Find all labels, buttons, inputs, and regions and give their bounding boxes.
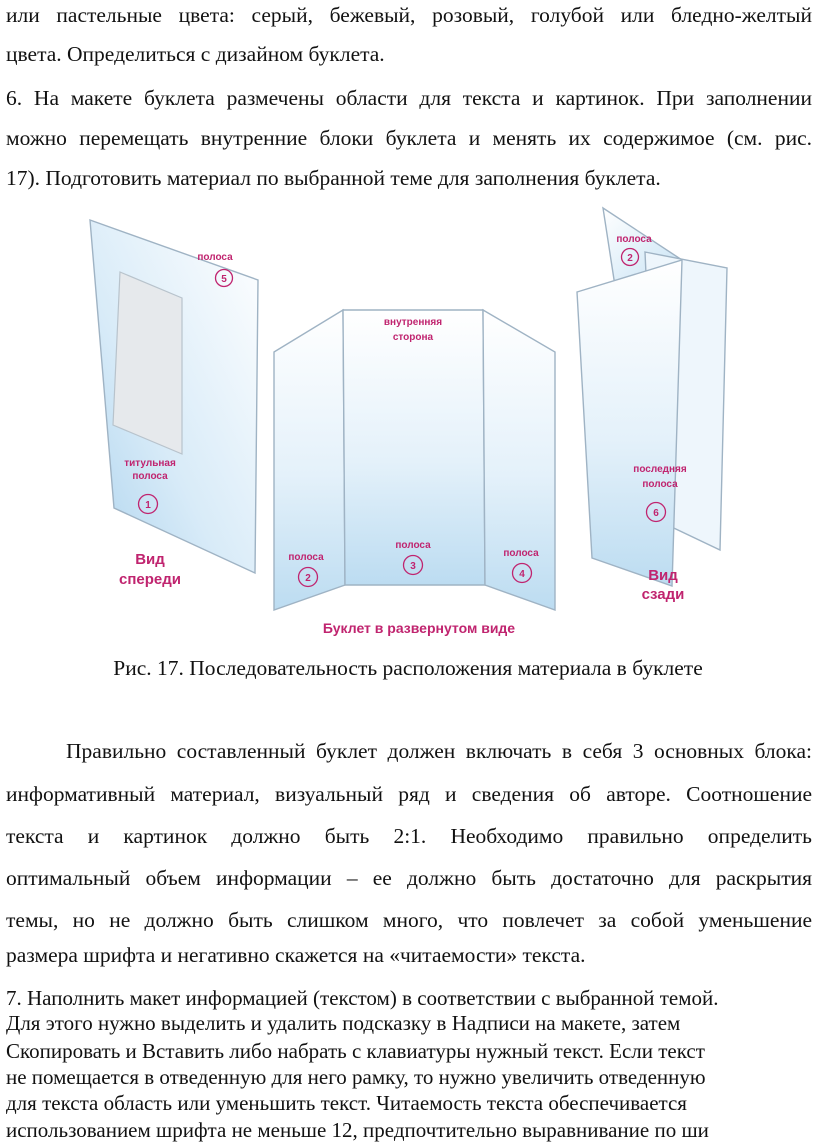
text-line: информативный материал, визуальный ряд и сведения об авторе. Соотношение xyxy=(6,782,812,806)
last-strip-label: последняя xyxy=(633,464,687,475)
last-strip-number: 6 xyxy=(653,508,659,519)
back-strip-2-number: 2 xyxy=(627,253,633,264)
back-view-booklet xyxy=(577,208,727,603)
text-line: 7. Наполнить макет информацией (текстом) в соответствии с выбранной темой. xyxy=(6,986,719,1010)
text-line: Правильно составленный буклет должен включать в себя 3 основных блока: xyxy=(66,739,812,763)
title-strip-label: титульная xyxy=(124,458,176,469)
unfolded-caption: Буклет в развернутом виде xyxy=(322,620,516,636)
text-line: Для этого нужно выделить и удалить подсказку в Надписи на макете, затем xyxy=(6,1011,681,1035)
text-line: для текста область или уменьшить текст. Читаемость текста обеспечивается xyxy=(6,1091,687,1115)
front-view-caption: Вид xyxy=(135,551,165,568)
strip-3-label: полоса xyxy=(395,540,431,551)
strip-4-number: 4 xyxy=(519,569,525,580)
strip-4-label: полоса xyxy=(503,548,539,559)
text-line: темы, но не должно быть слишком много, что повлечет за собой уменьшение xyxy=(6,908,812,932)
inside-side-label: внутренняя xyxy=(383,317,443,328)
inside-view-booklet xyxy=(274,310,555,636)
text-line: оптимальный объем информации – ее должно быть достаточно для раскрытия xyxy=(6,866,812,890)
back-view-caption-2: сзади xyxy=(641,586,685,603)
front-view-caption-2: спереди xyxy=(119,571,181,588)
strip-5-number: 5 xyxy=(221,274,227,285)
last-strip-label-2: полоса xyxy=(642,479,678,490)
front-view-booklet xyxy=(90,220,258,588)
text-line: или пастельные цвета: серый, бежевый, розовый, голубой или бледно-желтый xyxy=(6,3,812,27)
text-line: 17). Подготовить материал по выбранной теме для заполнения буклета. xyxy=(6,166,661,190)
text-line: использованием шрифта не меньше 12, предпочтительно выравнивание по ши xyxy=(6,1118,709,1142)
title-strip-label-2: полоса xyxy=(132,471,168,482)
text-line: не помещается в отведенную для него рамку, то нужно увеличить отведенную xyxy=(6,1065,706,1089)
text-line: размера шрифта и негативно скажется на «читаемости» текста. xyxy=(6,943,586,967)
inside-side-label-2: сторона xyxy=(392,332,434,343)
title-strip-number: 1 xyxy=(145,500,151,511)
strip-2-label: полоса xyxy=(288,552,324,563)
figure-caption: Рис. 17. Последовательность расположения материала в буклете xyxy=(113,656,703,680)
strip-5-label: полоса xyxy=(197,252,233,263)
text-line: цвета. Определиться с дизайном буклета. xyxy=(6,42,385,66)
back-view-caption: Вид xyxy=(648,567,678,584)
text-line: можно перемещать внутренние блоки буклета и менять их содержимое (см. рис. xyxy=(6,126,812,150)
strip-3-number: 3 xyxy=(410,561,416,572)
booklet-figure xyxy=(80,200,740,645)
strip-2-number: 2 xyxy=(305,573,311,584)
text-line: 6. На макете буклета размечены области для текста и картинок. При заполнении xyxy=(6,86,812,110)
text-line: текста и картинок должно быть 2:1. Необходимо правильно определить xyxy=(6,824,812,848)
text-line: Скопировать и Вставить либо набрать с клавиатуры нужный текст. Если текст xyxy=(6,1039,705,1063)
back-strip-2-label: полоса xyxy=(616,234,652,245)
